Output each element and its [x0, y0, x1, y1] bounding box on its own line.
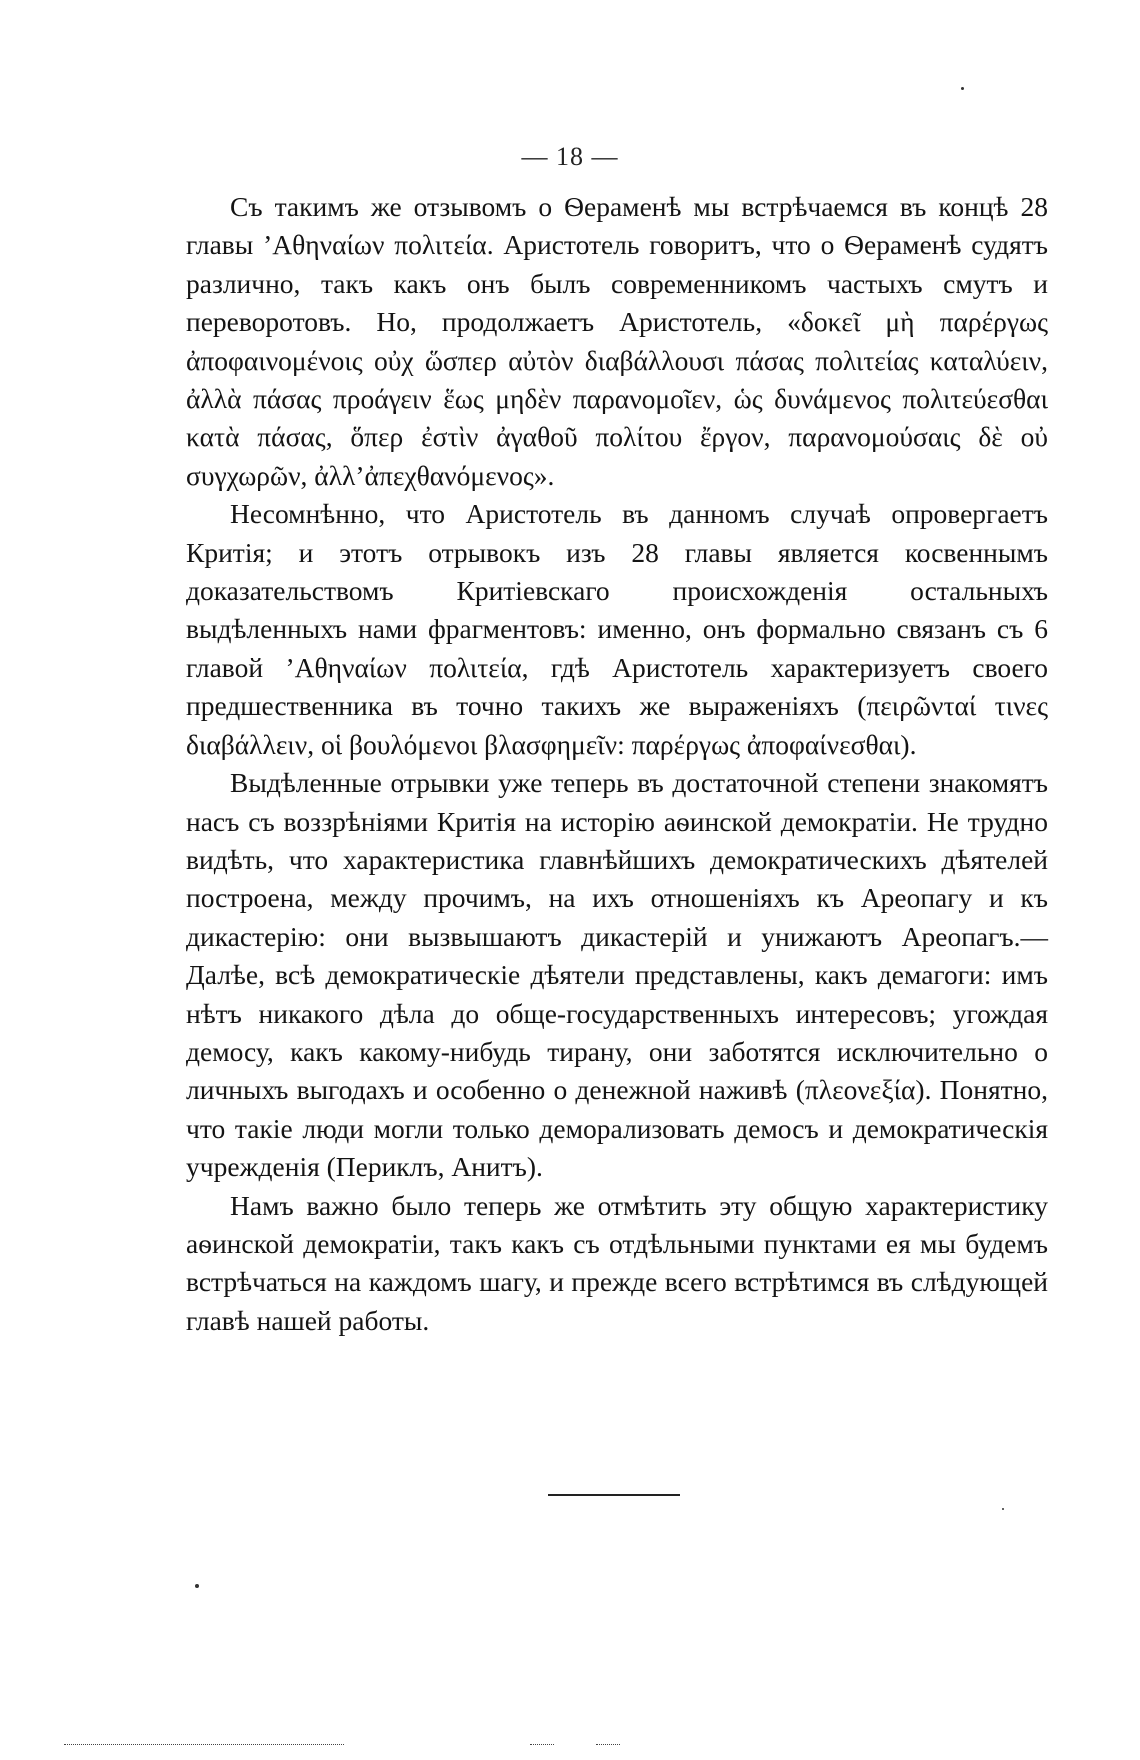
end-rule: [548, 1494, 680, 1496]
scan-edge-noise: [596, 1744, 620, 1746]
scan-edge-noise: [530, 1744, 554, 1746]
paragraph-4: Намъ важно было теперь же отмѣтить эту общую характеристику аѳинской демократіи, такъ какъ съ отдѣльными пунктами ея мы будемъ встрѣчаться на каждомъ шагу, и прежде всего встрѣтимся въ слѣдующей главѣ нашей работы.: [186, 1189, 1048, 1336]
body-text: [186, 188, 1048, 1340]
scan-speck: [195, 1584, 199, 1588]
scan-speck: [1002, 1508, 1004, 1510]
paragraph-3: Выдѣленные отрывки уже теперь въ достаточной степени знакомятъ насъ съ воззрѣніями Критія на исторію аѳинской демократіи. Не трудно видѣть, что характеристика главнѣйшихъ демократическихъ дѣятелей построена, между прочимъ, на ихъ отношеніяхъ къ Ареопагу и къ дикастерію: они вызвышаютъ дикастерій и унижаютъ Ареопагъ.—Далѣе, всѣ демократическіе дѣятели представлены, какъ демагоги: имъ нѣтъ никакого дѣла до обще-государственныхъ интересовъ; угождая демосу, какъ какому-нибудь тирану, они заботятся исключительно о личныхъ выгодахъ и особенно о денежной наживѣ (πλεονεξία). Понятно, что такіе люди могли только деморализовать демосъ и демократическія учрежденія (Периклъ, Анитъ).: [186, 767, 1048, 1183]
paragraph-1: Съ такимъ же отзывомъ о Ѳераменѣ мы встрѣчаемся въ концѣ 28 главы ’Αθηναίων πολιτεία. Аристотель говоритъ, что о Ѳераменѣ судятъ различно, такъ какъ онъ былъ современникомъ частыхъ смутъ и переворотовъ. Но, продолжаетъ Аристотель, «δοκεῖ μὴ παρέργως ἀποφαινομένοις οὐχ ὥσπερ αὐτὸν διαβάλλουσι πάσας πολιτείας καταλύειν, ἀλλὰ πάσας προάγειν ἕως μηδὲν παρανομοῖεν, ὡς δυνάμενος πολιτεύεσθαι κατὰ πάσας, ὅπερ ἐστὶν ἀγαθοῦ πολίτου ἔργον, παρανομούσαις δὲ οὐ συγχωρῶν, ἀλλ’ἀπεχθανόμενος».: [186, 191, 1048, 491]
page-number: — 18 —: [521, 142, 619, 171]
scan-speck: [961, 87, 964, 90]
scan-edge-noise: [64, 1744, 344, 1746]
paragraph-2: Несомнѣнно, что Аристотель въ данномъ случаѣ опровергаетъ Критія; и этотъ отрывокъ изъ 28 главы является косвеннымъ доказательствомъ Критіевскаго происхожденія остальныхъ выдѣленныхъ нами фрагментовъ: именно, онъ формально связанъ съ 6 главой ’Αθηναίων πολιτεία, гдѣ Аристотель характеризуетъ своего предшественника въ точно такихъ же выраженіяхъ (πειρῶνταί τινες διαβάλλειν, οἱ βουλόμενοι βλασφημεῖν: παρέργως ἀποφαίνεσθαι).: [186, 498, 1048, 760]
